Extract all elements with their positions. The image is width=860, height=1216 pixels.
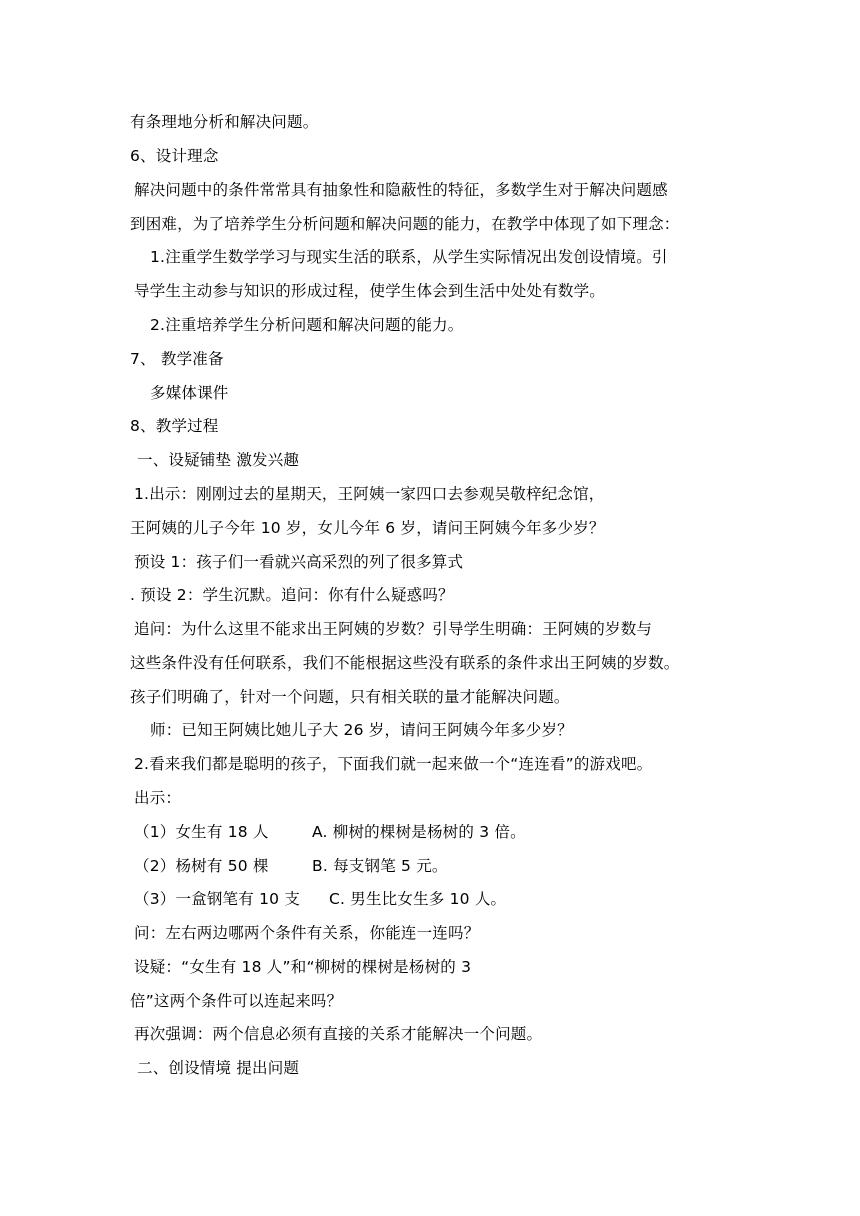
text-line: 问：左右两边哪两个条件有关系，你能连一连吗？ [134,924,480,942]
subsection-heading: 一、设疑铺垫 激发兴趣 [137,451,300,469]
text-line: 孩子们明确了，针对一个问题，只有相关联的量才能解决问题。 [130,688,570,706]
text-line: . 预设 2：学生沉默。追问：你有什么疑惑吗？ [130,586,454,604]
text-line: 解决问题中的条件常常具有抽象性和隐蔽性的特征，多数学生对于解决问题感 [134,181,668,199]
text-line: 1.出示：刚刚过去的星期天，王阿姨一家四口去参观吴敬梓纪念馆， [134,485,605,503]
text-line: 多媒体课件 [150,384,229,402]
text-line: 出示： [134,789,182,807]
right-condition: A. 柳树的棵树是杨树的 3 倍。 [312,823,526,841]
left-condition: （3）一盒钢笔有 10 支 [134,890,301,908]
section-heading: 7、 教学准备 [130,350,224,368]
left-condition: （1）女生有 18 人 [134,823,269,841]
right-condition: C. 男生比女生多 10 人。 [329,890,507,908]
text-line: 这些条件没有任何联系，我们不能根据这些没有联系的条件求出王阿姨的岁数。 [130,654,680,672]
text-line: 再次强调：两个信息必须有直接的关系才能解决一个问题。 [134,1025,543,1043]
text-line: 有条理地分析和解决问题。 [130,113,319,131]
text-line: 王阿姨的儿子今年 10 岁，女儿今年 6 岁，请问王阿姨今年多少岁？ [130,519,605,537]
section-heading: 8、教学过程 [130,417,219,435]
text-line: 倍”这两个条件可以连起来吗？ [130,992,343,1010]
text-line: 1.注重学生数学学习与现实生活的联系，从学生实际情况出发创设情境。引 [150,248,668,266]
text-line: 预设 1：孩子们一看就兴高采烈的列了很多算式 [134,553,464,571]
text-line: 设疑：“女生有 18 人”和“柳树的棵树是杨树的 3 [134,958,472,976]
text-line: 追问：为什么这里不能求出王阿姨的岁数？引导学生明确：王阿姨的岁数与 [134,620,653,638]
left-condition: （2）杨树有 50 棵 [134,857,269,875]
text-line: 2.看来我们都是聪明的孩子，下面我们就一起来做一个“连连看”的游戏吧。 [134,755,653,773]
text-line: 到困难，为了培养学生分析问题和解决问题的能力，在教学中体现了如下理念： [130,215,680,233]
text-line: 导学生主动参与知识的形成过程，使学生体会到生活中处处有数学。 [134,282,606,300]
section-heading: 6、设计理念 [130,147,219,165]
text-line: 师：已知王阿姨比她儿子大 26 岁，请问王阿姨今年多少岁？ [150,721,573,739]
subsection-heading: 二、创设情境 提出问题 [137,1059,300,1077]
right-condition: B. 每支钢笔 5 元。 [312,857,448,875]
text-line: 2.注重培养学生分析问题和解决问题的能力。 [150,316,464,334]
